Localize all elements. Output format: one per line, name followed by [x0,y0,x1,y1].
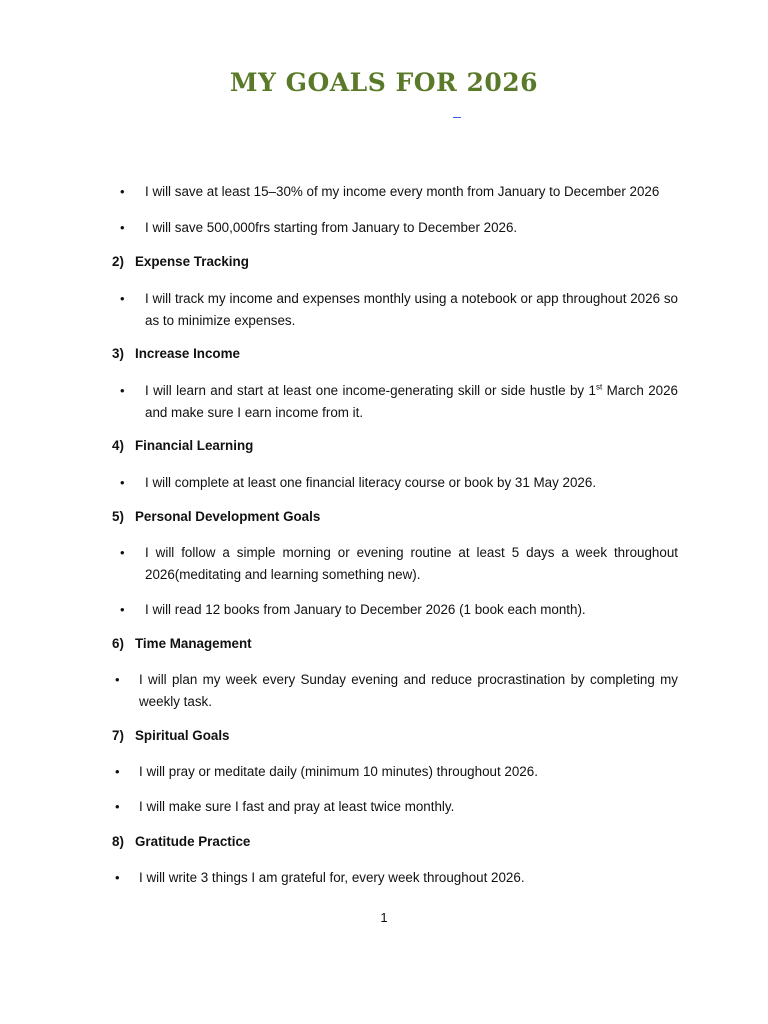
bullet-icon: • [115,870,120,885]
page-number: 1 [380,910,388,925]
section-number: 8) [112,834,124,849]
list-item-text: I will read 12 books from January to December 2026 (1 book each month). [145,602,586,617]
list-item-text: I will track my income and expenses monthly using a notebook or app throughout 2026 so as to minimize expenses. [145,291,678,328]
bullet-icon: • [115,764,120,779]
section-heading [112,343,240,365]
page-title: MY GOALS FOR 2026 [229,68,539,97]
bullet-icon: • [115,799,120,814]
section-number: 4) [112,438,124,453]
list-item-text: I will complete at least one financial literacy course or book by 31 May 2026. [145,475,597,490]
bullet-icon: • [115,672,120,687]
list-item-text: I will learn and start at least one income-generating skill or side hustle by 1st March 2026 and make sure I earn income from it. [145,382,679,420]
section-number: 3) [112,346,124,361]
bullet-icon: • [120,291,125,306]
list-item-text: I will make sure I fast and pray at least twice monthly. [139,799,455,814]
section-heading-text: Spiritual Goals [135,728,230,743]
section-heading [112,831,250,853]
section-number: 7) [112,728,124,743]
bullet-icon: • [120,475,125,490]
section-heading [112,506,320,528]
section-heading-text: Increase Income [135,346,240,361]
bullet-icon: • [120,545,125,560]
list-item-text: I will write 3 things I am grateful for, every week throughout 2026. [139,870,525,885]
list-item-text: I will follow a simple morning or evening routine at least 5 days a week throughout 2026(meditating and learning something new). [145,545,678,582]
section-heading [112,251,249,273]
section-heading-text: Gratitude Practice [135,834,251,849]
bullet-icon: • [120,184,125,199]
bullet-icon: • [120,383,125,398]
section-heading-text: Expense Tracking [135,254,249,269]
section-heading [112,435,253,457]
section-heading-text: Time Management [135,636,252,651]
section-heading [112,633,252,655]
section-number: 2) [112,254,124,269]
list-item-text: I will pray or meditate daily (minimum 10 minutes) throughout 2026. [139,764,538,779]
section-heading-text: Financial Learning [135,438,254,453]
stray-underline-mark [453,117,461,118]
list-item-text: I will plan my week every Sunday evening and reduce procrastination by completing my weekly task. [139,672,678,709]
section-heading [112,725,230,747]
list-item-text: I will save at least 15–30% of my income every month from January to December 2026 [145,184,660,199]
section-number: 6) [112,636,124,651]
list-item-text: I will save 500,000frs starting from January to December 2026. [145,220,518,235]
bullet-icon: • [120,220,125,235]
section-heading-text: Personal Development Goals [135,509,321,524]
section-number: 5) [112,509,124,524]
bullet-icon: • [120,602,125,617]
